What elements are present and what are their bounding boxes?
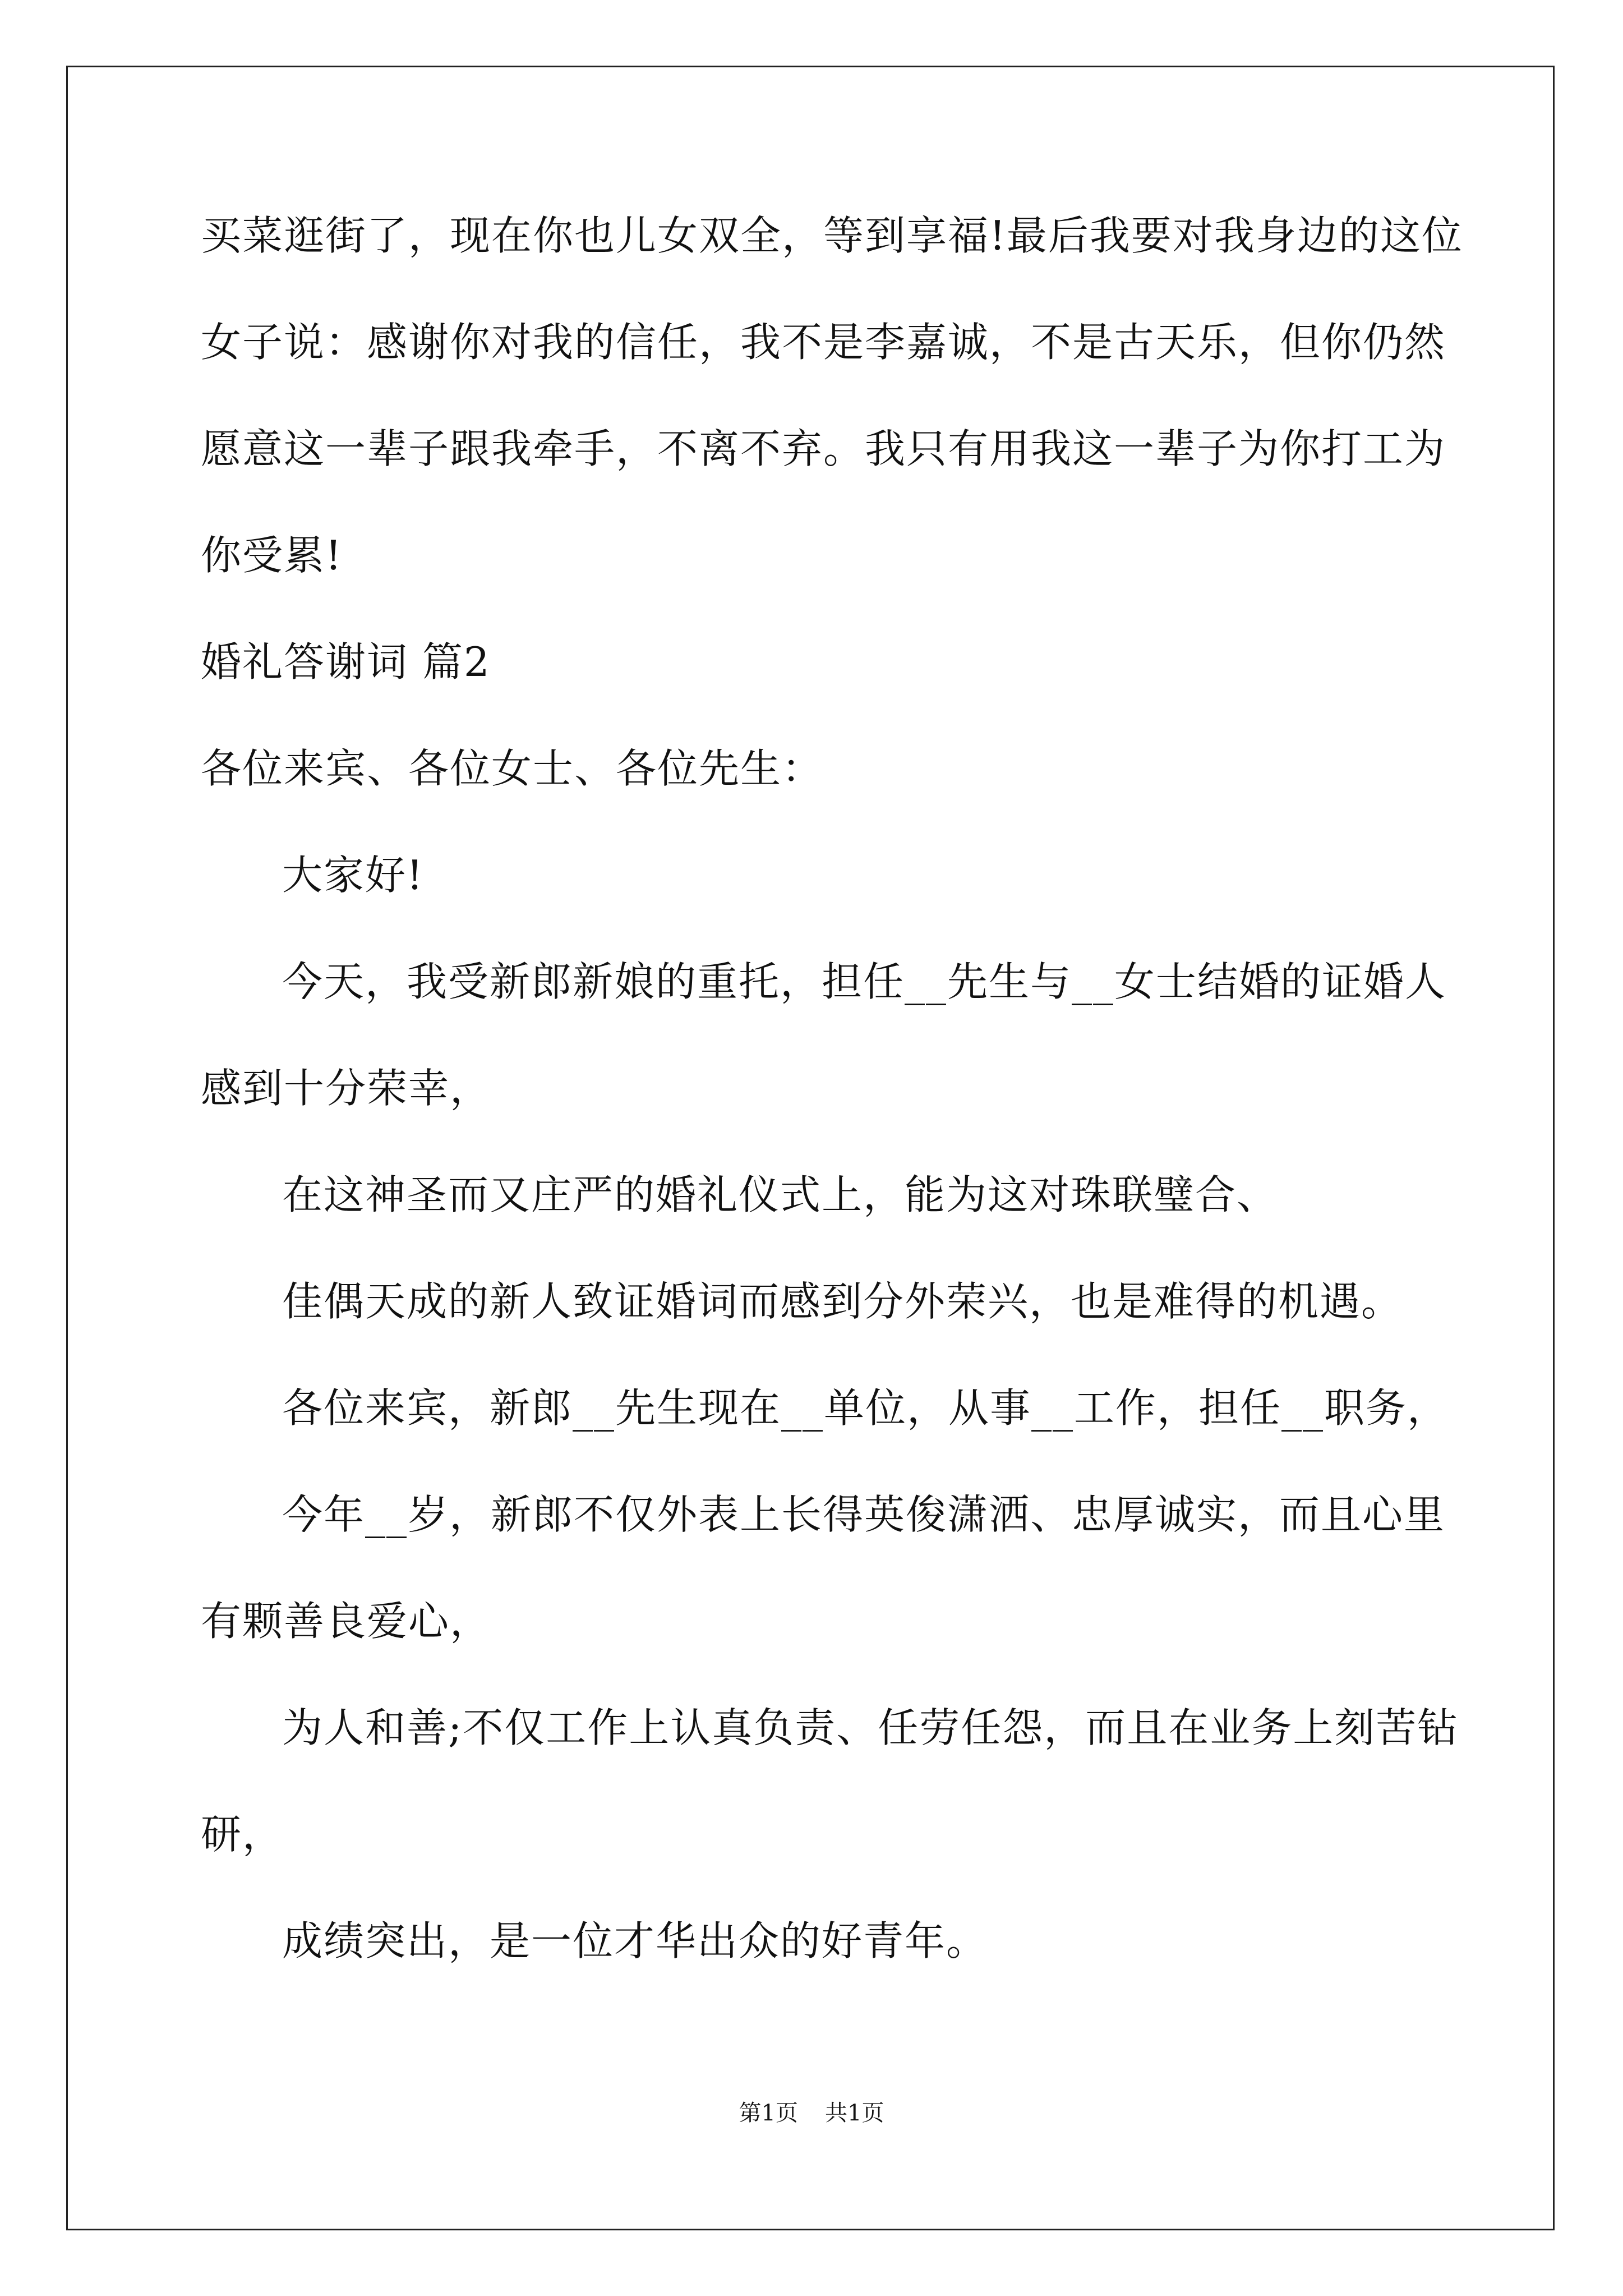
body-line: 在这神圣而又庄严的婚礼仪式上，能为这对珠联璧合、 <box>282 1171 1279 1218</box>
page-border <box>66 66 1555 2230</box>
body-line: 各位来宾，新郎__先生现在__单位，从事__工作，担任__职务， <box>282 1384 1449 1432</box>
body-line: 今天，我受新郎新娘的重托，担任__先生与__女士结婚的证婚人 <box>282 958 1447 1005</box>
body-line: 买菜逛街了，现在你也儿女双全，等到享福!最后我要对我身边的这位 <box>201 212 1463 259</box>
body-line: 研， <box>201 1811 284 1858</box>
page-number-total: 共1页 <box>825 2100 884 2126</box>
body-line: 有颗善良爱心， <box>201 1598 492 1645</box>
body-line: 感到十分荣幸， <box>201 1065 492 1112</box>
body-line: 佳偶天成的新人致证婚词而感到分外荣兴，也是难得的机遇。 <box>282 1278 1403 1325</box>
page-number-current: 第1页 <box>739 2100 798 2126</box>
body-line: 成绩突出，是一位才华出众的好青年。 <box>282 1917 988 1964</box>
page-footer <box>0 2099 1623 2127</box>
salutation: 各位来宾、各位女士、各位先生： <box>201 745 824 792</box>
body-line: 今年__岁，新郎不仅外表上长得英俊潇洒、忠厚诚实，而且心里 <box>282 1491 1446 1538</box>
greeting: 大家好! <box>282 852 424 899</box>
section-heading: 婚礼答谢词 篇2 <box>201 638 491 685</box>
body-line: 愿意这一辈子跟我牵手，不离不弃。我只有用我这一辈子为你打工为 <box>201 425 1446 472</box>
body-line: 为人和善;不仅工作上认真负责、任劳任怨，而且在业务上刻苦钻 <box>282 1704 1459 1751</box>
body-line: 你受累! <box>201 532 343 579</box>
body-line: 女子说：感谢你对我的信任，我不是李嘉诚，不是古天乐，但你仍然 <box>201 319 1446 366</box>
